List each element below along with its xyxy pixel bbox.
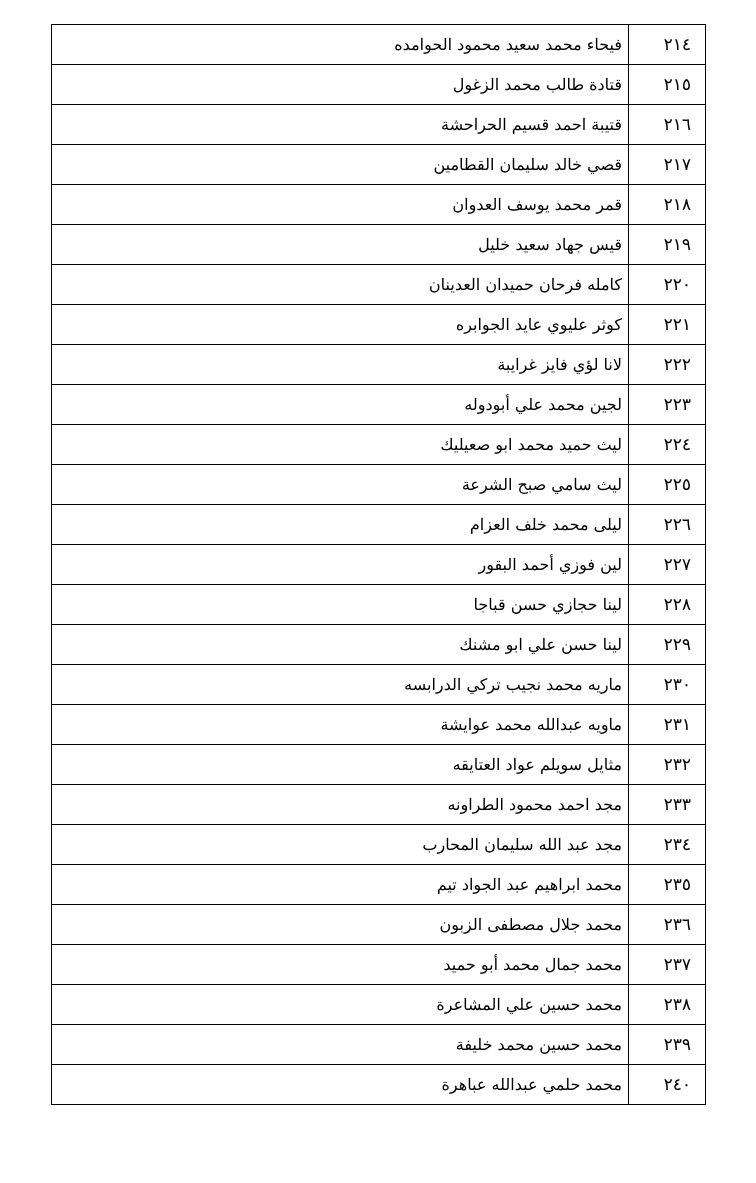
table-row [52,585,706,625]
table-row [52,865,706,905]
student-name: قمر محمد يوسف العدوان [52,185,629,225]
student-name: لين فوزي أحمد البقور [52,545,629,585]
row-number: ٢٣٧ [629,945,706,985]
roster-body [52,25,706,1105]
student-name: فيحاء محمد سعيد محمود الحوامده [52,25,629,65]
roster-sheet [51,24,705,1105]
student-name: لينا حسن علي ابو مشنك [52,625,629,665]
table-row [52,505,706,545]
table-row [52,25,706,65]
row-number: ٢٢٥ [629,465,706,505]
table-row [52,265,706,305]
student-name: ليلى محمد خلف العزام [52,505,629,545]
table-row [52,545,706,585]
student-name: لجين محمد علي أبودوله [52,385,629,425]
student-name: محمد حلمي عبدالله عباهرة [52,1065,629,1105]
table-row [52,825,706,865]
row-number: ٢١٩ [629,225,706,265]
student-name: قيس جهاد سعيد خليل [52,225,629,265]
student-name: مجد عبد الله سليمان المحارب [52,825,629,865]
student-name: لينا حجازي حسن قباجا [52,585,629,625]
row-number: ٢٢٣ [629,385,706,425]
student-name: كوثر عليوي عايد الجوابره [52,305,629,345]
table-row [52,785,706,825]
student-name: لانا لؤي فايز غرايبة [52,345,629,385]
table-row [52,185,706,225]
row-number: ٢٢٢ [629,345,706,385]
row-number: ٢٣٩ [629,1025,706,1065]
row-number: ٢٣٢ [629,745,706,785]
row-number: ٢٣٦ [629,905,706,945]
table-row [52,465,706,505]
row-number: ٢٤٠ [629,1065,706,1105]
table-row [52,705,706,745]
row-number: ٢٢٩ [629,625,706,665]
row-number: ٢٣٤ [629,825,706,865]
row-number: ٢٣١ [629,705,706,745]
row-number: ٢١٨ [629,185,706,225]
table-row [52,945,706,985]
row-number: ٢٣٥ [629,865,706,905]
table-row [52,105,706,145]
student-name: مجد احمد محمود الطراونه [52,785,629,825]
student-name: كامله فرحان حميدان العدينان [52,265,629,305]
student-name: محمد حسين محمد خليفة [52,1025,629,1065]
row-number: ٢١٧ [629,145,706,185]
table-row [52,625,706,665]
row-number: ٢١٥ [629,65,706,105]
table-row [52,1065,706,1105]
row-number: ٢٣٠ [629,665,706,705]
table-row [52,145,706,185]
row-number: ٢٣٨ [629,985,706,1025]
student-name: ليث سامي صبح الشرعة [52,465,629,505]
table-row [52,305,706,345]
table-row [52,425,706,465]
roster-table [51,24,706,1105]
row-number: ٢١٤ [629,25,706,65]
table-row [52,745,706,785]
row-number: ٢٢٠ [629,265,706,305]
student-name: محمد جلال مصطفى الزبون [52,905,629,945]
table-row [52,985,706,1025]
student-name: ماريه محمد نجيب تركي الدرابسه [52,665,629,705]
table-row [52,345,706,385]
table-row [52,65,706,105]
student-name: قتيبة احمد قسيم الحراحشة [52,105,629,145]
table-row [52,225,706,265]
student-name: محمد جمال محمد أبو حميد [52,945,629,985]
student-name: مثايل سويلم عواد العتايقه [52,745,629,785]
row-number: ٢٣٣ [629,785,706,825]
row-number: ٢٢٦ [629,505,706,545]
student-name: ليث حميد محمد ابو صعيليك [52,425,629,465]
table-row [52,665,706,705]
table-row [52,385,706,425]
student-name: قصي خالد سليمان القطامين [52,145,629,185]
table-row [52,1025,706,1065]
table-row [52,905,706,945]
row-number: ٢١٦ [629,105,706,145]
row-number: ٢٢٧ [629,545,706,585]
row-number: ٢٢١ [629,305,706,345]
student-name: محمد ابراهيم عبد الجواد تيم [52,865,629,905]
row-number: ٢٢٨ [629,585,706,625]
row-number: ٢٢٤ [629,425,706,465]
student-name: محمد حسين علي المشاعرة [52,985,629,1025]
student-name: قتادة طالب محمد الزغول [52,65,629,105]
student-name: ماويه عبدالله محمد عوايشة [52,705,629,745]
